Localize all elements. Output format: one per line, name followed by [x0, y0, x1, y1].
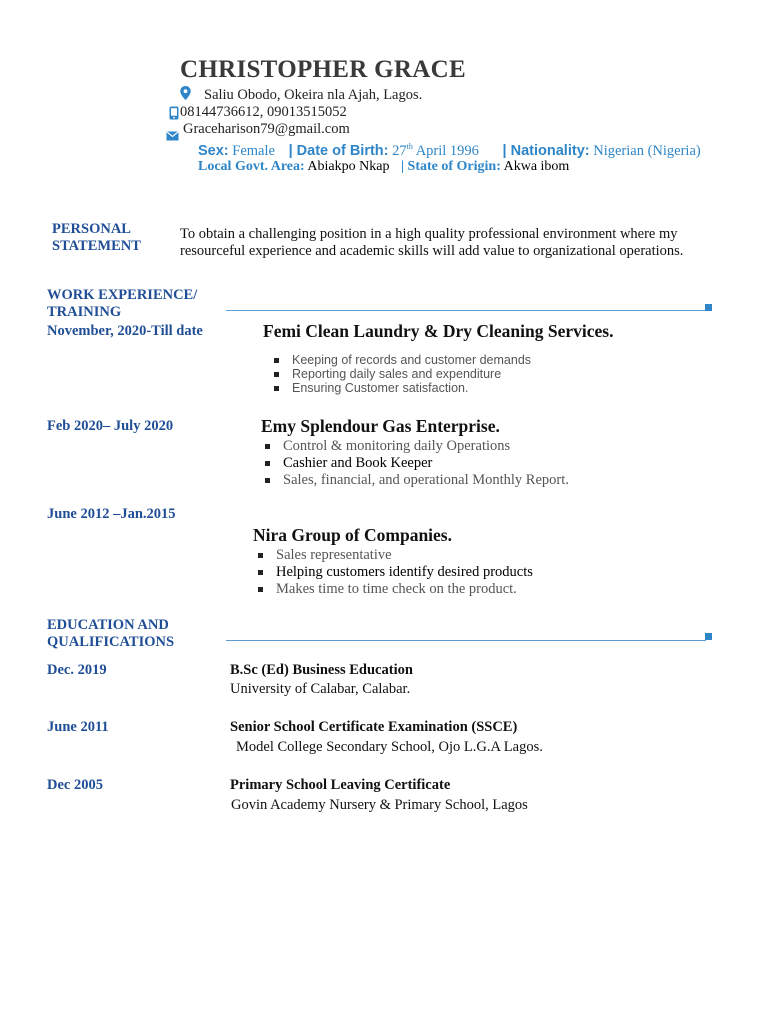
dob-suffix: th — [406, 142, 413, 151]
heading-line: PERSONAL — [52, 221, 131, 237]
phone-numbers: 08144736612, 09013515052 — [180, 104, 347, 120]
education-date: Dec 2005 — [47, 777, 103, 793]
education-institution: University of Calabar, Calabar. — [230, 681, 411, 697]
nationality-label: | Nationality: — [502, 142, 590, 159]
dob-day: 27 — [392, 142, 407, 159]
education-institution: Model College Secondary School, Ojo L.G.A Lagos. — [236, 739, 543, 755]
education-heading — [47, 617, 174, 651]
education-qualification: B.Sc (Ed) Business Education — [230, 662, 413, 678]
education-qualification: Senior School Certificate Examination (SSCE) — [230, 719, 518, 735]
section-divider — [226, 640, 706, 641]
personal-statement-heading — [52, 221, 141, 255]
heading-line: STATEMENT — [52, 238, 141, 254]
job-company: Nira Group of Companies. — [253, 525, 452, 545]
origin-label-bar — [401, 159, 501, 174]
email-icon — [166, 131, 179, 141]
personal-details-line-1 — [198, 142, 701, 160]
section-divider — [226, 310, 706, 311]
heading-line: EDUCATION AND — [47, 617, 169, 633]
origin-label: | State of Origin: — [400, 159, 501, 174]
sex-label: Sex: — [198, 142, 229, 159]
job-duties-list — [254, 547, 533, 598]
address-text: Saliu Obodo, Okeira nla Ajah, Lagos. — [204, 87, 423, 103]
list-item: Helping customers identify desired products — [254, 564, 533, 581]
list-item: Keeping of records and customer demands — [270, 353, 531, 367]
dob-rest: April 1996 — [415, 142, 479, 159]
education-date: June 2011 — [47, 719, 109, 735]
personal-statement-text: To obtain a challenging position in a high quality professional environment where my resourceful experience and academic skills will add value to organizational operations. — [180, 226, 684, 259]
list-item: Cashier and Book Keeper — [261, 455, 569, 472]
education-date: Dec. 2019 — [47, 662, 107, 678]
list-item: Makes time to time check on the product. — [254, 581, 533, 598]
job-date: Feb 2020– July 2020 — [47, 418, 174, 434]
dob-label: | Date of Birth: — [288, 142, 389, 159]
job-date: November, 2020-Till date — [47, 323, 203, 339]
job-company: Femi Clean Laundry & Dry Cleaning Services. — [263, 321, 614, 341]
heading-line: QUALIFICATIONS — [47, 634, 175, 650]
divider-end-square — [705, 304, 712, 311]
phone-icon — [169, 106, 179, 120]
nationality-value: Nigerian (Nigeria) — [593, 142, 701, 159]
list-item: Control & monitoring daily Operations — [261, 438, 569, 455]
job-date: June 2012 –Jan.2015 — [47, 506, 176, 522]
list-item: Sales representative — [254, 547, 533, 564]
lga-label: Local Govt. Area: — [198, 159, 305, 174]
heading-line: WORK EXPERIENCE/ — [47, 287, 198, 303]
origin-value: Akwa ibom — [503, 159, 570, 174]
sex-value: Female — [232, 142, 275, 159]
job-company: Emy Splendour Gas Enterprise. — [261, 416, 500, 436]
heading-line: TRAINING — [47, 304, 122, 320]
applicant-name: CHRISTOPHER GRACE — [180, 56, 466, 83]
list-item: Sales, financial, and operational Monthly Report. — [261, 472, 569, 489]
work-experience-heading — [47, 287, 197, 321]
list-item: Reporting daily sales and expenditure — [270, 367, 531, 381]
location-pin-icon — [180, 86, 191, 100]
job-duties-list — [270, 353, 531, 396]
email-address[interactable]: Graceharison79@gmail.com — [183, 121, 350, 137]
education-qualification: Primary School Leaving Certificate — [230, 777, 451, 793]
job-duties-list — [261, 438, 569, 489]
list-item: Ensuring Customer satisfaction. — [270, 381, 531, 395]
personal-details-line-2 — [198, 159, 569, 175]
divider-end-square — [705, 633, 712, 640]
education-institution: Govin Academy Nursery & Primary School, Lagos — [231, 797, 528, 813]
lga-value: Abiakpo Nkap — [307, 159, 390, 174]
